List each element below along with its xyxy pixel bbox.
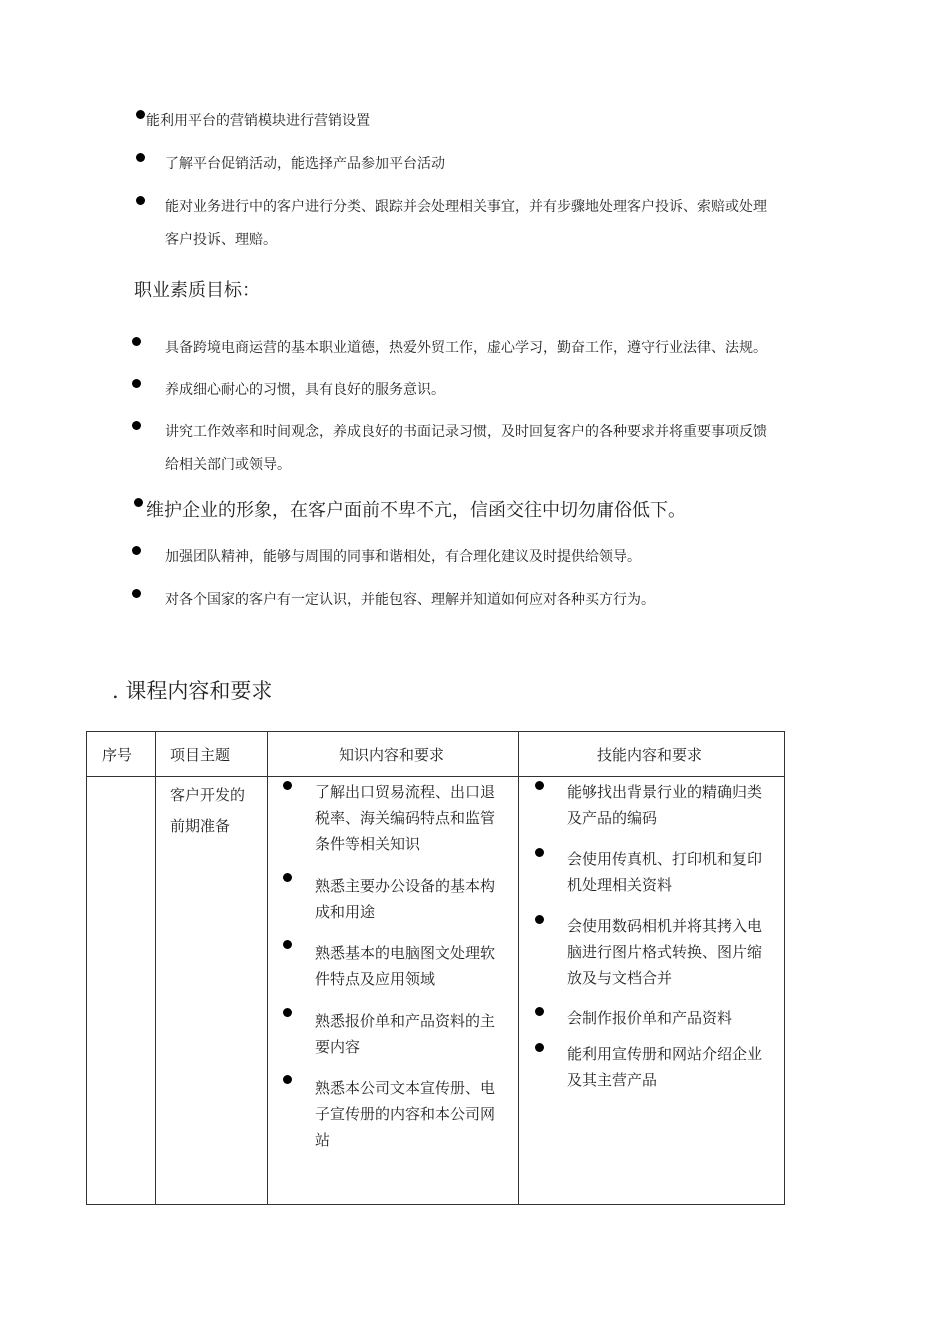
skill-line: 及产品的编码 bbox=[567, 809, 658, 827]
bullet-text: 加强团队精神，能够与周围的同事和谐相处，有合理化建议及时提供给领导。 bbox=[165, 549, 641, 565]
bullet-text: 养成细心耐心的习惯，具有良好的服务意识。 bbox=[165, 382, 445, 398]
knowledge-line: 要内容 bbox=[315, 1038, 361, 1056]
bullet-dot bbox=[132, 421, 141, 430]
knowledge-line: 熟悉基本的电脑图文处理软 bbox=[315, 944, 496, 962]
bullet-text: 能对业务进行中的客户进行分类、跟踪并会处理相关事宜，并有步骤地处理客户投诉、索赔或处理 bbox=[165, 199, 767, 215]
bullet-dot bbox=[535, 1007, 544, 1016]
course-table bbox=[86, 731, 785, 1205]
skill-line: 放及与文档合并 bbox=[567, 969, 673, 987]
section-heading: 职业素质目标： bbox=[134, 280, 260, 301]
knowledge-line: 熟悉报价单和产品资料的主 bbox=[315, 1012, 496, 1030]
bullet-dot bbox=[132, 379, 141, 388]
bullet-text: 能利用平台的营销模块进行营销设置 bbox=[146, 113, 370, 129]
bullet-dot bbox=[136, 196, 145, 205]
topic-line: 客户开发的 bbox=[170, 786, 246, 804]
bullet-text-large: 维护企业的形象，在客户面前不卑不亢，信函交往中切勿庸俗低下。 bbox=[146, 500, 686, 521]
skill-line: 会使用数码相机并将其拷入电 bbox=[567, 917, 763, 935]
skill-line: 脑进行图片格式转换、图片缩 bbox=[567, 943, 763, 961]
bullet-dot bbox=[136, 110, 145, 119]
bullet-dot bbox=[136, 153, 145, 162]
knowledge-line: 了解出口贸易流程、出口退 bbox=[315, 783, 496, 801]
bullet-dot bbox=[535, 781, 544, 790]
header-knowledge: 知识内容和要求 bbox=[339, 746, 445, 764]
header-skills: 技能内容和要求 bbox=[597, 746, 703, 764]
bullet-text: 对各个国家的客户有一定认识，并能包容、理解并知道如何应对各种买方行为。 bbox=[165, 592, 655, 608]
knowledge-line: 熟悉主要办公设备的基本构 bbox=[315, 877, 496, 895]
skill-line: 能够找出背景行业的精确归类 bbox=[567, 783, 763, 801]
bullet-dot bbox=[283, 781, 292, 790]
bullet-dot bbox=[535, 848, 544, 857]
bullet-dot bbox=[535, 915, 544, 924]
bullet-dot bbox=[132, 589, 141, 598]
bullet-dot bbox=[134, 498, 143, 507]
bullet-dot bbox=[132, 546, 141, 555]
bullet-dot bbox=[283, 1075, 292, 1084]
skill-line: 会使用传真机、打印机和复印 bbox=[567, 850, 763, 868]
bullet-dot bbox=[283, 1008, 292, 1017]
bullet-dot bbox=[535, 1043, 544, 1052]
bullet-text: 具备跨境电商运营的基本职业道德，热爱外贸工作，虚心学习，勤奋工作，遵守行业法律、法规。 bbox=[165, 340, 767, 356]
bullet-text-continuation: 给相关部门或领导。 bbox=[165, 457, 291, 473]
knowledge-line: 税率、海关编码特点和监管 bbox=[315, 809, 496, 827]
knowledge-line: 熟悉本公司文本宣传册、电 bbox=[315, 1079, 496, 1097]
bullet-text: 了解平台促销活动，能选择产品参加平台活动 bbox=[165, 156, 445, 172]
knowledge-line: 件特点及应用领域 bbox=[315, 970, 436, 988]
header-index: 序号 bbox=[102, 746, 133, 764]
bullet-dot bbox=[283, 873, 292, 882]
skill-line: 能利用宣传册和网站介绍企业 bbox=[567, 1045, 763, 1063]
knowledge-line: 成和用途 bbox=[315, 903, 376, 921]
skill-line: 机处理相关资料 bbox=[567, 876, 673, 894]
bullet-dot bbox=[132, 337, 141, 346]
bullet-dot bbox=[283, 940, 292, 949]
knowledge-line: 条件等相关知识 bbox=[315, 835, 421, 853]
knowledge-line: 子宣传册的内容和本公司网 bbox=[315, 1105, 496, 1123]
course-title: . 课程内容和要求 bbox=[112, 679, 273, 703]
bullet-text-continuation: 客户投诉、理赔。 bbox=[165, 232, 277, 248]
topic-line: 前期准备 bbox=[170, 817, 231, 835]
knowledge-line: 站 bbox=[315, 1131, 331, 1149]
header-topic: 项目主题 bbox=[170, 746, 231, 764]
skill-line: 及其主营产品 bbox=[567, 1071, 658, 1089]
bullet-text: 讲究工作效率和时间观念，养成良好的书面记录习惯，及时回复客户的各种要求并将重要事项反馈 bbox=[165, 424, 767, 440]
skill-line: 会制作报价单和产品资料 bbox=[567, 1009, 733, 1027]
